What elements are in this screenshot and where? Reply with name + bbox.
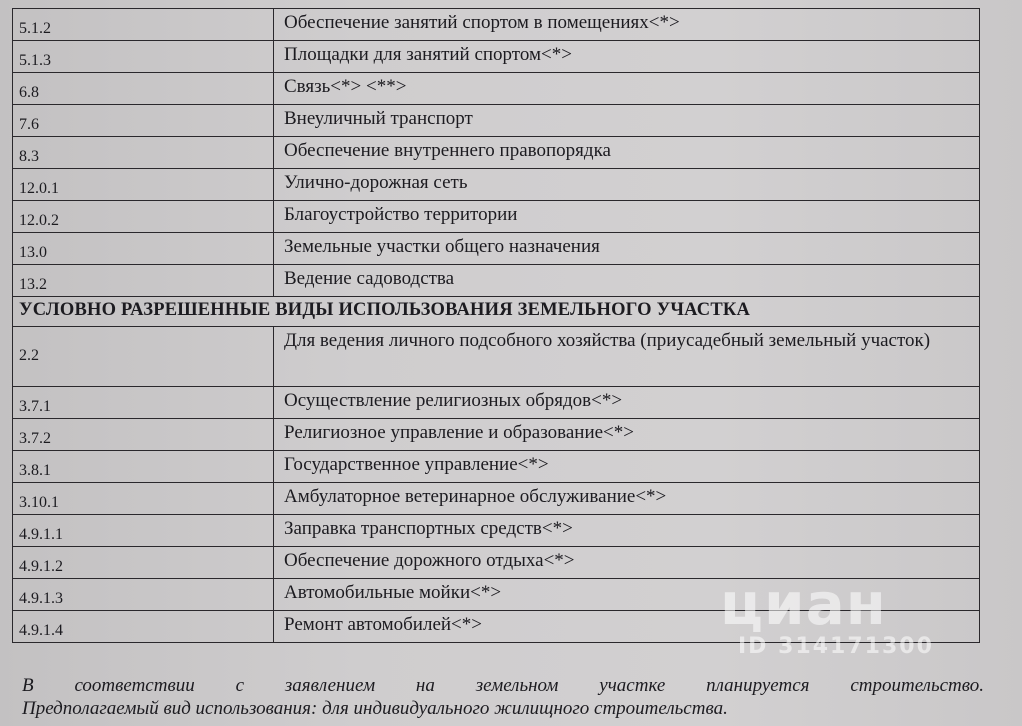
row-name: Обеспечение дорожного отдыха<*> <box>274 547 980 579</box>
row-code: 4.9.1.2 <box>13 547 274 579</box>
table-row <box>13 579 980 611</box>
row-code: 4.9.1.1 <box>13 515 274 547</box>
table-row <box>13 515 980 547</box>
row-name: Площадки для занятий спортом<*> <box>274 41 980 73</box>
table-row <box>13 9 980 41</box>
table-row <box>13 387 980 419</box>
table-row <box>13 547 980 579</box>
row-name: Обеспечение внутреннего правопорядка <box>274 137 980 169</box>
row-code: 4.9.1.3 <box>13 579 274 611</box>
row-code: 3.7.1 <box>13 387 274 419</box>
row-name: Ведение садоводства <box>274 265 980 297</box>
row-name: Улично-дорожная сеть <box>274 169 980 201</box>
table-row <box>13 137 980 169</box>
table-row <box>13 201 980 233</box>
row-name: Автомобильные мойки<*> <box>274 579 980 611</box>
footer-note <box>22 674 984 720</box>
row-code: 4.9.1.4 <box>13 611 274 643</box>
table-row <box>13 265 980 297</box>
row-name: Заправка транспортных средств<*> <box>274 515 980 547</box>
section-header-row <box>13 297 980 327</box>
land-use-table <box>12 8 980 643</box>
table-row <box>13 169 980 201</box>
row-code: 13.0 <box>13 233 274 265</box>
watermark-logo: циан <box>720 570 887 638</box>
table-row <box>13 73 980 105</box>
table-row <box>13 233 980 265</box>
table-row <box>13 327 980 387</box>
row-name: Амбулаторное ветеринарное обслуживание<*> <box>274 483 980 515</box>
row-name: Связь<*> <**> <box>274 73 980 105</box>
row-name: Религиозное управление и образование<*> <box>274 419 980 451</box>
row-code: 2.2 <box>13 327 274 387</box>
table-row <box>13 105 980 137</box>
table-row <box>13 41 980 73</box>
row-code: 5.1.2 <box>13 9 274 41</box>
row-name: Государственное управление<*> <box>274 451 980 483</box>
table-row <box>13 419 980 451</box>
row-code: 3.10.1 <box>13 483 274 515</box>
row-name: Обеспечение занятий спортом в помещениях<*> <box>274 9 980 41</box>
row-code: 5.1.3 <box>13 41 274 73</box>
table-row <box>13 483 980 515</box>
row-code: 7.6 <box>13 105 274 137</box>
section-header: УСЛОВНО РАЗРЕШЕННЫЕ ВИДЫ ИСПОЛЬЗОВАНИЯ ЗЕМЕЛЬНОГО УЧАСТКА <box>13 297 980 327</box>
footer-line-2: Предполагаемый вид использования: для индивидуального жилищного строительства. <box>22 698 728 719</box>
row-name: Для ведения личного подсобного хозяйства (приусадебный земельный участок) <box>274 327 980 387</box>
row-code: 8.3 <box>13 137 274 169</box>
row-name: Ремонт автомобилей<*> <box>274 611 980 643</box>
row-code: 3.7.2 <box>13 419 274 451</box>
row-code: 13.2 <box>13 265 274 297</box>
row-code: 6.8 <box>13 73 274 105</box>
row-name: Внеуличный транспорт <box>274 105 980 137</box>
footer-line-1: В соответствии с заявлением на земельном участке планируется строительство. <box>22 675 984 696</box>
table-row <box>13 451 980 483</box>
row-code: 12.0.2 <box>13 201 274 233</box>
row-name: Осуществление религиозных обрядов<*> <box>274 387 980 419</box>
row-code: 12.0.1 <box>13 169 274 201</box>
table-row <box>13 611 980 643</box>
row-name: Благоустройство территории <box>274 201 980 233</box>
row-code: 3.8.1 <box>13 451 274 483</box>
watermark-id: ID 314171300 <box>738 634 934 659</box>
row-name: Земельные участки общего назначения <box>274 233 980 265</box>
